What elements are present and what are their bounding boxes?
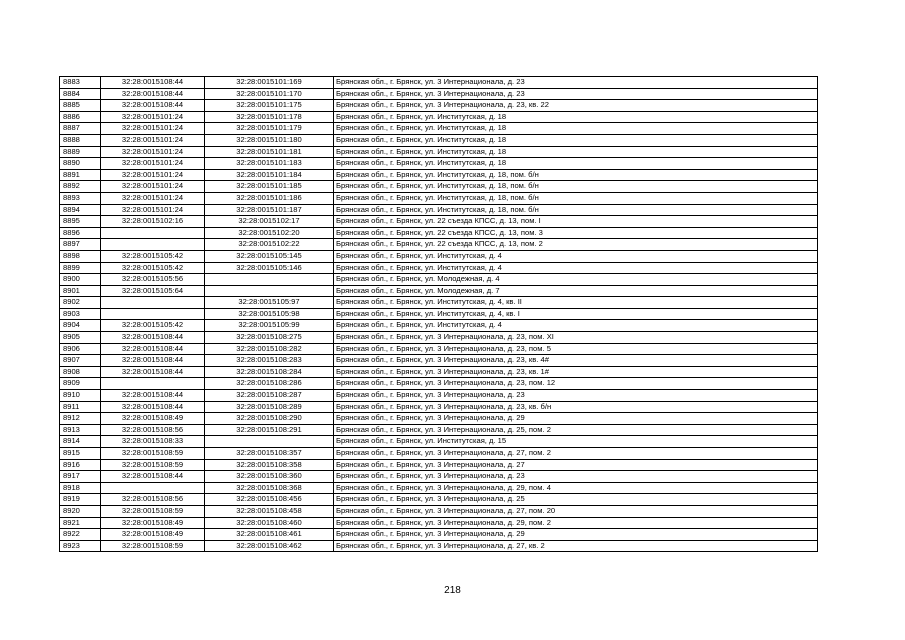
address-cell: Брянская обл., г. Брянск, ул. Молодежная, д. 4 bbox=[334, 274, 818, 286]
address-cell: Брянская обл., г. Брянск, ул. Институтская, д. 4, кв. I bbox=[334, 308, 818, 320]
cadastral-quarter-cell: 32:28:0015108:59 bbox=[101, 505, 205, 517]
address-cell: Брянская обл., г. Брянск, ул. Институтская, д. 18, пом. б/н bbox=[334, 192, 818, 204]
address-cell: Брянская обл., г. Брянск, ул. 3 Интернационала, д. 27, пом. 20 bbox=[334, 505, 818, 517]
table-row bbox=[60, 308, 818, 320]
address-cell: Брянская обл., г. Брянск, ул. Институтская, д. 18, пом. б/н bbox=[334, 204, 818, 216]
address-cell: Брянская обл., г. Брянск, ул. Институтская, д. 18 bbox=[334, 158, 818, 170]
address-cell: Брянская обл., г. Брянск, ул. 3 Интернационала, д. 23, кв. 4# bbox=[334, 355, 818, 367]
address-cell: Брянская обл., г. Брянск, ул. 3 Интернационала, д. 25, пом. 2 bbox=[334, 424, 818, 436]
cadastral-number-cell: 32:28:0015108:357 bbox=[205, 448, 334, 460]
table-row bbox=[60, 413, 818, 425]
address-cell: Брянская обл., г. Брянск, ул. 3 Интернационала, д. 23, кв. 1# bbox=[334, 366, 818, 378]
cadastral-quarter-cell bbox=[101, 308, 205, 320]
address-cell: Брянская обл., г. Брянск, ул. Институтская, д. 4 bbox=[334, 250, 818, 262]
cadastral-quarter-cell: 32:28:0015108:44 bbox=[101, 390, 205, 402]
table-row bbox=[60, 227, 818, 239]
table-row bbox=[60, 123, 818, 135]
address-cell: Брянская обл., г. Брянск, ул. 22 съезда КПСС, д. 13, пом. I bbox=[334, 216, 818, 228]
row-number-cell: 8893 bbox=[60, 192, 101, 204]
table-row bbox=[60, 274, 818, 286]
cadastral-number-cell: 32:28:0015108:360 bbox=[205, 471, 334, 483]
row-number-cell: 8904 bbox=[60, 320, 101, 332]
table-row bbox=[60, 134, 818, 146]
cadastral-number-cell: 32:28:0015108:462 bbox=[205, 540, 334, 552]
cadastral-number-cell: 32:28:0015108:286 bbox=[205, 378, 334, 390]
table-row bbox=[60, 366, 818, 378]
cadastral-number-cell: 32:28:0015108:289 bbox=[205, 401, 334, 413]
cadastral-quarter-cell: 32:28:0015108:44 bbox=[101, 100, 205, 112]
row-number-cell: 8897 bbox=[60, 239, 101, 251]
address-cell: Брянская обл., г. Брянск, ул. 3 Интернационала, д. 23, пом. XI bbox=[334, 332, 818, 344]
table-row bbox=[60, 494, 818, 506]
cadastral-number-cell: 32:28:0015101:170 bbox=[205, 88, 334, 100]
address-cell: Брянская обл., г. Брянск, ул. 3 Интернационала, д. 23, пом. 5 bbox=[334, 343, 818, 355]
address-cell: Брянская обл., г. Брянск, ул. 3 Интернационала, д. 23, кв. 22 bbox=[334, 100, 818, 112]
cadastral-number-cell: 32:28:0015101:187 bbox=[205, 204, 334, 216]
address-cell: Брянская обл., г. Брянск, ул. 22 съезда КПСС, д. 13, пом. 2 bbox=[334, 239, 818, 251]
table-row bbox=[60, 401, 818, 413]
table-row bbox=[60, 505, 818, 517]
address-cell: Брянская обл., г. Брянск, ул. 3 Интернационала, д. 27, пом. 2 bbox=[334, 448, 818, 460]
cadastral-quarter-cell: 32:28:0015108:59 bbox=[101, 459, 205, 471]
table-row bbox=[60, 111, 818, 123]
cadastral-quarter-cell: 32:28:0015108:44 bbox=[101, 471, 205, 483]
row-number-cell: 8894 bbox=[60, 204, 101, 216]
row-number-cell: 8911 bbox=[60, 401, 101, 413]
address-cell: Брянская обл., г. Брянск, ул. 3 Интернационала, д. 23 bbox=[334, 88, 818, 100]
row-number-cell: 8914 bbox=[60, 436, 101, 448]
cadastral-quarter-cell: 32:28:0015108:44 bbox=[101, 77, 205, 89]
registry-table-body bbox=[60, 77, 818, 552]
row-number-cell: 8902 bbox=[60, 297, 101, 309]
address-cell: Брянская обл., г. Брянск, ул. Молодежная, д. 7 bbox=[334, 285, 818, 297]
table-row bbox=[60, 181, 818, 193]
cadastral-number-cell: 32:28:0015102:20 bbox=[205, 227, 334, 239]
table-row bbox=[60, 540, 818, 552]
table-row bbox=[60, 169, 818, 181]
cadastral-number-cell: 32:28:0015108:368 bbox=[205, 482, 334, 494]
address-cell: Брянская обл., г. Брянск, ул. Институтская, д. 18 bbox=[334, 123, 818, 135]
row-number-cell: 8913 bbox=[60, 424, 101, 436]
table-row bbox=[60, 343, 818, 355]
row-number-cell: 8888 bbox=[60, 134, 101, 146]
address-cell: Брянская обл., г. Брянск, ул. Институтская, д. 18 bbox=[334, 146, 818, 158]
cadastral-quarter-cell: 32:28:0015108:44 bbox=[101, 366, 205, 378]
table-row bbox=[60, 517, 818, 529]
cadastral-number-cell: 32:28:0015108:460 bbox=[205, 517, 334, 529]
cadastral-number-cell: 32:28:0015101:181 bbox=[205, 146, 334, 158]
table-row bbox=[60, 436, 818, 448]
cadastral-number-cell: 32:28:0015102:22 bbox=[205, 239, 334, 251]
cadastral-number-cell: 32:28:0015105:145 bbox=[205, 250, 334, 262]
row-number-cell: 8923 bbox=[60, 540, 101, 552]
cadastral-quarter-cell: 32:28:0015105:42 bbox=[101, 250, 205, 262]
address-cell: Брянская обл., г. Брянск, ул. 3 Интернационала, д. 27 bbox=[334, 459, 818, 471]
table-row bbox=[60, 158, 818, 170]
cadastral-number-cell: 32:28:0015105:98 bbox=[205, 308, 334, 320]
cadastral-number-cell: 32:28:0015102:17 bbox=[205, 216, 334, 228]
cadastral-quarter-cell: 32:28:0015101:24 bbox=[101, 158, 205, 170]
table-row bbox=[60, 88, 818, 100]
cadastral-quarter-cell: 32:28:0015102:16 bbox=[101, 216, 205, 228]
cadastral-quarter-cell: 32:28:0015101:24 bbox=[101, 181, 205, 193]
address-cell: Брянская обл., г. Брянск, ул. 3 Интернационала, д. 27, кв. 2 bbox=[334, 540, 818, 552]
page-number: 218 bbox=[444, 585, 461, 596]
row-number-cell: 8918 bbox=[60, 482, 101, 494]
address-cell: Брянская обл., г. Брянск, ул. 3 Интернационала, д. 29, пом. 2 bbox=[334, 517, 818, 529]
cadastral-number-cell: 32:28:0015108:282 bbox=[205, 343, 334, 355]
row-number-cell: 8917 bbox=[60, 471, 101, 483]
row-number-cell: 8899 bbox=[60, 262, 101, 274]
row-number-cell: 8884 bbox=[60, 88, 101, 100]
table-row bbox=[60, 297, 818, 309]
address-cell: Брянская обл., г. Брянск, ул. 3 Интернационала, д. 29 bbox=[334, 529, 818, 541]
cadastral-number-cell: 32:28:0015101:175 bbox=[205, 100, 334, 112]
table-row bbox=[60, 204, 818, 216]
cadastral-quarter-cell bbox=[101, 227, 205, 239]
table-row bbox=[60, 459, 818, 471]
address-cell: Брянская обл., г. Брянск, ул. Институтская, д. 18 bbox=[334, 134, 818, 146]
row-number-cell: 8891 bbox=[60, 169, 101, 181]
table-row bbox=[60, 239, 818, 251]
cadastral-quarter-cell: 32:28:0015108:44 bbox=[101, 332, 205, 344]
cadastral-quarter-cell: 32:28:0015108:59 bbox=[101, 448, 205, 460]
cadastral-quarter-cell: 32:28:0015105:64 bbox=[101, 285, 205, 297]
table-row bbox=[60, 355, 818, 367]
address-cell: Брянская обл., г. Брянск, ул. Институтская, д. 18, пом. б/н bbox=[334, 181, 818, 193]
row-number-cell: 8912 bbox=[60, 413, 101, 425]
cadastral-quarter-cell: 32:28:0015108:44 bbox=[101, 401, 205, 413]
cadastral-number-cell: 32:28:0015108:290 bbox=[205, 413, 334, 425]
row-number-cell: 8889 bbox=[60, 146, 101, 158]
table-row bbox=[60, 529, 818, 541]
table-row bbox=[60, 320, 818, 332]
cadastral-number-cell bbox=[205, 285, 334, 297]
cadastral-quarter-cell: 32:28:0015108:56 bbox=[101, 494, 205, 506]
cadastral-number-cell bbox=[205, 436, 334, 448]
table-row bbox=[60, 100, 818, 112]
cadastral-number-cell bbox=[205, 274, 334, 286]
row-number-cell: 8915 bbox=[60, 448, 101, 460]
cadastral-quarter-cell bbox=[101, 482, 205, 494]
table-row bbox=[60, 192, 818, 204]
address-cell: Брянская обл., г. Брянск, ул. Институтская, д. 15 bbox=[334, 436, 818, 448]
cadastral-number-cell: 32:28:0015108:358 bbox=[205, 459, 334, 471]
cadastral-quarter-cell bbox=[101, 297, 205, 309]
row-number-cell: 8900 bbox=[60, 274, 101, 286]
address-cell: Брянская обл., г. Брянск, ул. 3 Интернационала, д. 23 bbox=[334, 390, 818, 402]
cadastral-number-cell: 32:28:0015101:185 bbox=[205, 181, 334, 193]
cadastral-number-cell: 32:28:0015101:186 bbox=[205, 192, 334, 204]
row-number-cell: 8909 bbox=[60, 378, 101, 390]
cadastral-number-cell: 32:28:0015101:180 bbox=[205, 134, 334, 146]
row-number-cell: 8921 bbox=[60, 517, 101, 529]
address-cell: Брянская обл., г. Брянск, ул. 3 Интернационала, д. 29 bbox=[334, 413, 818, 425]
row-number-cell: 8887 bbox=[60, 123, 101, 135]
table-row bbox=[60, 285, 818, 297]
row-number-cell: 8903 bbox=[60, 308, 101, 320]
row-number-cell: 8905 bbox=[60, 332, 101, 344]
address-cell: Брянская обл., г. Брянск, ул. Институтская, д. 4 bbox=[334, 320, 818, 332]
table-row bbox=[60, 448, 818, 460]
table-row bbox=[60, 77, 818, 89]
cadastral-number-cell: 32:28:0015108:287 bbox=[205, 390, 334, 402]
cadastral-quarter-cell: 32:28:0015101:24 bbox=[101, 192, 205, 204]
row-number-cell: 8898 bbox=[60, 250, 101, 262]
cadastral-quarter-cell bbox=[101, 239, 205, 251]
table-row bbox=[60, 332, 818, 344]
cadastral-number-cell: 32:28:0015101:178 bbox=[205, 111, 334, 123]
cadastral-quarter-cell: 32:28:0015108:44 bbox=[101, 88, 205, 100]
cadastral-number-cell: 32:28:0015101:179 bbox=[205, 123, 334, 135]
cadastral-quarter-cell: 32:28:0015108:49 bbox=[101, 413, 205, 425]
cadastral-number-cell: 32:28:0015105:97 bbox=[205, 297, 334, 309]
row-number-cell: 8901 bbox=[60, 285, 101, 297]
cadastral-quarter-cell: 32:28:0015101:24 bbox=[101, 204, 205, 216]
cadastral-number-cell: 32:28:0015108:275 bbox=[205, 332, 334, 344]
row-number-cell: 8922 bbox=[60, 529, 101, 541]
cadastral-number-cell: 32:28:0015101:169 bbox=[205, 77, 334, 89]
table-row bbox=[60, 482, 818, 494]
address-cell: Брянская обл., г. Брянск, ул. Институтская, д. 4 bbox=[334, 262, 818, 274]
address-cell: Брянская обл., г. Брянск, ул. 3 Интернационала, д. 25 bbox=[334, 494, 818, 506]
cadastral-quarter-cell: 32:28:0015108:56 bbox=[101, 424, 205, 436]
row-number-cell: 8920 bbox=[60, 505, 101, 517]
address-cell: Брянская обл., г. Брянск, ул. 3 Интернационала, д. 29, пом. 4 bbox=[334, 482, 818, 494]
cadastral-quarter-cell: 32:28:0015105:42 bbox=[101, 262, 205, 274]
cadastral-number-cell: 32:28:0015105:99 bbox=[205, 320, 334, 332]
cadastral-quarter-cell: 32:28:0015108:33 bbox=[101, 436, 205, 448]
cadastral-quarter-cell: 32:28:0015108:44 bbox=[101, 343, 205, 355]
row-number-cell: 8906 bbox=[60, 343, 101, 355]
table-row bbox=[60, 216, 818, 228]
cadastral-number-cell: 32:28:0015108:284 bbox=[205, 366, 334, 378]
cadastral-quarter-cell: 32:28:0015105:56 bbox=[101, 274, 205, 286]
table-row bbox=[60, 471, 818, 483]
row-number-cell: 8896 bbox=[60, 227, 101, 239]
cadastral-quarter-cell: 32:28:0015108:49 bbox=[101, 529, 205, 541]
cadastral-quarter-cell: 32:28:0015105:42 bbox=[101, 320, 205, 332]
cadastral-number-cell: 32:28:0015101:183 bbox=[205, 158, 334, 170]
row-number-cell: 8908 bbox=[60, 366, 101, 378]
address-cell: Брянская обл., г. Брянск, ул. 3 Интернационала, д. 23, кв. б/н bbox=[334, 401, 818, 413]
cadastral-quarter-cell bbox=[101, 378, 205, 390]
table-row bbox=[60, 390, 818, 402]
table-row bbox=[60, 424, 818, 436]
cadastral-number-cell: 32:28:0015108:456 bbox=[205, 494, 334, 506]
address-cell: Брянская обл., г. Брянск, ул. Институтская, д. 4, кв. II bbox=[334, 297, 818, 309]
cadastral-quarter-cell: 32:28:0015101:24 bbox=[101, 169, 205, 181]
address-cell: Брянская обл., г. Брянск, ул. Институтская, д. 18, пом. б/н bbox=[334, 169, 818, 181]
row-number-cell: 8919 bbox=[60, 494, 101, 506]
cadastral-quarter-cell: 32:28:0015108:59 bbox=[101, 540, 205, 552]
cadastral-quarter-cell: 32:28:0015108:44 bbox=[101, 355, 205, 367]
cadastral-number-cell: 32:28:0015101:184 bbox=[205, 169, 334, 181]
address-cell: Брянская обл., г. Брянск, ул. 3 Интернационала, д. 23 bbox=[334, 471, 818, 483]
table-row bbox=[60, 262, 818, 274]
row-number-cell: 8910 bbox=[60, 390, 101, 402]
cadastral-number-cell: 32:28:0015108:458 bbox=[205, 505, 334, 517]
row-number-cell: 8890 bbox=[60, 158, 101, 170]
cadastral-number-cell: 32:28:0015108:283 bbox=[205, 355, 334, 367]
cadastral-quarter-cell: 32:28:0015101:24 bbox=[101, 146, 205, 158]
address-cell: Брянская обл., г. Брянск, ул. Институтская, д. 18 bbox=[334, 111, 818, 123]
address-cell: Брянская обл., г. Брянск, ул. 3 Интернационала, д. 23, пом. 12 bbox=[334, 378, 818, 390]
table-row bbox=[60, 378, 818, 390]
cadastral-quarter-cell: 32:28:0015101:24 bbox=[101, 123, 205, 135]
cadastral-number-cell: 32:28:0015108:291 bbox=[205, 424, 334, 436]
row-number-cell: 8892 bbox=[60, 181, 101, 193]
cadastral-number-cell: 32:28:0015105:146 bbox=[205, 262, 334, 274]
row-number-cell: 8885 bbox=[60, 100, 101, 112]
row-number-cell: 8916 bbox=[60, 459, 101, 471]
cadastral-quarter-cell: 32:28:0015101:24 bbox=[101, 134, 205, 146]
row-number-cell: 8886 bbox=[60, 111, 101, 123]
row-number-cell: 8907 bbox=[60, 355, 101, 367]
cadastral-number-cell: 32:28:0015108:461 bbox=[205, 529, 334, 541]
row-number-cell: 8883 bbox=[60, 77, 101, 89]
table-row bbox=[60, 250, 818, 262]
cadastral-quarter-cell: 32:28:0015108:49 bbox=[101, 517, 205, 529]
cadastral-quarter-cell: 32:28:0015101:24 bbox=[101, 111, 205, 123]
row-number-cell: 8895 bbox=[60, 216, 101, 228]
address-cell: Брянская обл., г. Брянск, ул. 3 Интернационала, д. 23 bbox=[334, 77, 818, 89]
address-cell: Брянская обл., г. Брянск, ул. 22 съезда КПСС, д. 13, пом. 3 bbox=[334, 227, 818, 239]
registry-table bbox=[59, 76, 818, 552]
table-row bbox=[60, 146, 818, 158]
